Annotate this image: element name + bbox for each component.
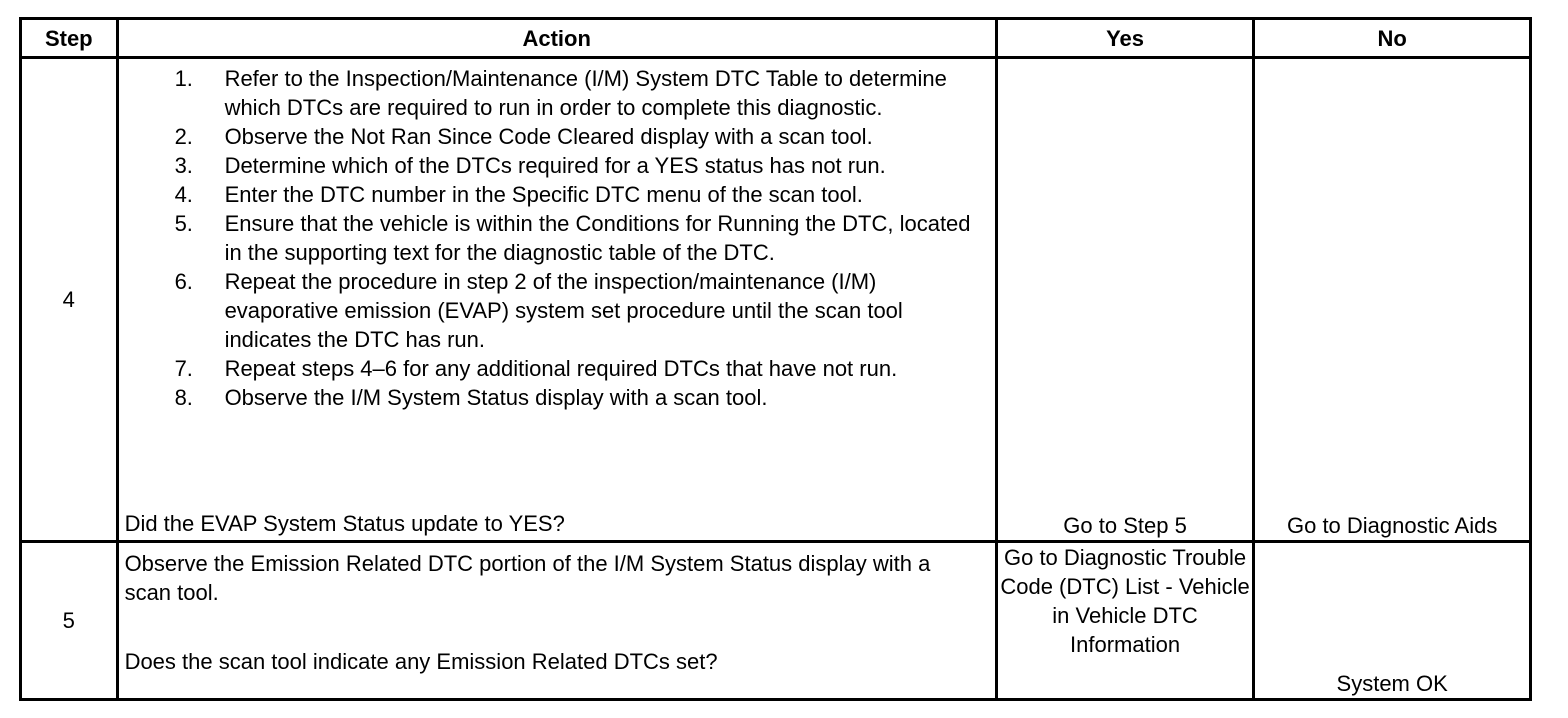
step-number: 5 [21,542,118,700]
action-cell [117,58,996,542]
instruction-number: 4. [174,182,193,207]
instruction-text: Determine which of the DTCs required for a YES status has not run. [224,153,886,178]
list-item [175,354,991,383]
instruction-number: 2. [174,124,193,149]
step-question: Did the EVAP System Status update to YES? [124,511,565,536]
no-result: System OK [1336,671,1448,696]
list-item [175,209,991,267]
list-item [175,383,991,412]
header-yes: Yes [996,19,1254,58]
header-row [21,19,1531,58]
instruction-number: 6. [174,269,193,294]
yes-cell [996,58,1254,542]
header-no: No [1254,19,1531,58]
header-action: Action [117,19,996,58]
instruction-text: Observe the I/M System Status display with a scan tool. [224,385,768,410]
no-cell [1254,542,1531,700]
step-question: Does the scan tool indicate any Emission Related DTCs set? [124,649,718,674]
yes-cell [996,542,1254,700]
list-item [175,267,991,354]
list-item [175,180,991,209]
instruction-number: 5. [174,211,193,236]
instruction-number: 1. [174,66,193,91]
header-step: Step [21,19,118,58]
instruction-text: Ensure that the vehicle is within the Conditions for Running the DTC, located in the supporting text for the diagnostic table of the DTC. [224,211,971,265]
instruction-text: Repeat steps 4–6 for any additional required DTCs that have not run. [224,356,898,381]
list-item [175,64,991,122]
instruction-text: Observe the Not Ran Since Code Cleared display with a scan tool. [224,124,873,149]
instruction-number: 7. [174,356,193,381]
instruction-text: Refer to the Inspection/Maintenance (I/M) System DTC Table to determine which DTCs are required to run in order to complete this diagnostic. [224,66,947,120]
list-item [175,151,991,180]
yes-result: Go to Diagnostic Trouble Code (DTC) List - Vehicle in Vehicle DTC Information [1000,545,1250,657]
yes-result: Go to Step 5 [1063,513,1187,538]
list-item [175,122,991,151]
instruction-list [175,64,991,412]
no-result: Go to Diagnostic Aids [1286,513,1498,538]
diagnostic-table [19,17,1532,701]
action-cell [117,542,996,700]
table-row [21,58,1531,542]
instruction-text: Repeat the procedure in step 2 of the inspection/maintenance (I/M) evaporative emission (EVAP) system set procedure until the scan tool indicates the DTC has run. [224,269,903,352]
table-row [21,542,1531,700]
instruction-number: 8. [174,385,193,410]
instruction-text: Enter the DTC number in the Specific DTC menu of the scan tool. [224,182,863,207]
step-number: 4 [21,58,118,542]
no-cell [1254,58,1531,542]
action-text: Observe the Emission Related DTC portion of the I/M System Status display with a scan tool. [124,551,931,605]
instruction-number: 3. [174,153,193,178]
